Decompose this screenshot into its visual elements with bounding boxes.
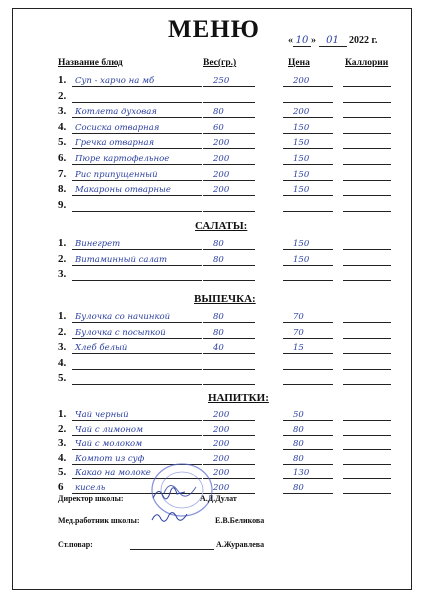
menu-row [58,183,408,196]
row-name: Чай с молоком [75,439,143,449]
row-price-line [283,148,333,149]
row-weight-line [203,117,255,118]
row-name-line [72,211,202,212]
row-name: Чай с лимоном [75,424,144,435]
header-weight: Вес(гр.) [203,58,237,68]
row-weight-line [203,322,255,323]
menu-row [58,90,408,103]
date-year: 2022 г. [349,35,378,46]
row-cal-line [343,464,391,465]
row-price: 80 [293,482,304,493]
row-price: 150 [293,254,310,265]
menu-row [58,452,408,465]
row-price-line [283,249,333,250]
row-price-line [283,265,333,266]
row-cal-line [343,195,391,196]
row-weight-line [203,384,255,385]
menu-row [58,481,408,494]
row-price-line [283,195,333,196]
menu-row [58,237,408,250]
menu-row [58,199,408,212]
row-name: Сосиска отварная [75,122,160,133]
menu-row [58,357,408,370]
row-price-line [283,322,333,323]
menu-row [58,253,408,266]
row-name-line [72,384,202,385]
row-weight-line [203,369,255,370]
row-cal-line [343,117,391,118]
row-weight: 80 [213,254,224,265]
row-price: 70 [293,312,304,322]
row-weight-line [203,86,255,87]
row-weight: 250 [213,76,230,86]
row-price: 150 [293,239,310,249]
row-weight-line [203,280,255,281]
row-name-line [72,420,202,421]
row-price-line [283,353,333,354]
row-cal-line [343,265,391,266]
row-weight-line [203,449,255,450]
row-price: 150 [293,169,310,180]
row-number: 3. [58,341,67,353]
director-signature-icon [150,484,190,502]
row-name: Макароны отварные [75,185,171,196]
row-cal-line [343,478,391,479]
row-number: 3. [58,437,67,449]
row-name: кисель [75,482,106,493]
row-name: Пюре картофельное [75,154,170,164]
row-weight: 80 [213,312,224,322]
row-name: Гречка отварная [75,138,155,149]
row-price-line [283,338,333,339]
row-name-line [72,86,202,87]
menu-row [58,466,408,479]
row-weight: 80 [213,239,224,249]
row-price-line [283,280,333,281]
date-month: 01 [319,35,347,47]
row-cal-line [343,133,391,134]
row-cal-line [343,493,391,494]
row-name-line [72,102,202,103]
date-open-quote: « [288,35,293,46]
row-number: 8. [58,183,67,196]
row-weight-line [203,102,255,103]
row-cal-line [343,322,391,323]
menu-row [58,408,408,421]
row-number: 2. [58,252,67,265]
row-price: 15 [293,343,304,353]
row-name: Булочка со начинкой [75,312,171,322]
row-price: 200 [293,76,310,86]
menu-row [58,74,408,87]
row-weight-line [203,164,255,165]
row-weight: 80 [213,327,224,338]
row-name-line [72,265,202,266]
row-weight: 200 [213,468,230,478]
row-price: 80 [293,424,304,435]
row-name-line [72,164,202,165]
row-number: 5. [58,466,67,478]
row-name-line [72,369,202,370]
menu-row [58,268,408,281]
row-price: 200 [293,107,310,118]
row-cal-line [343,211,391,212]
section-heading-drinks: НАПИТКИ: [208,392,269,404]
row-price-line [283,369,333,370]
row-price: 150 [293,154,310,164]
row-price: 50 [293,410,304,420]
row-number: 4. [58,120,67,133]
row-cal-line [343,353,391,354]
row-number: 2. [58,325,67,338]
row-weight-line [203,338,255,339]
row-cal-line [343,102,391,103]
menu-row [58,310,408,323]
row-weight: 200 [213,185,230,196]
menu-row [58,105,408,118]
menu-row [58,341,408,354]
row-weight-line [203,353,255,354]
row-weight: 80 [213,107,224,118]
row-weight-line [203,148,255,149]
row-cal-line [343,420,391,421]
row-price-line [283,117,333,118]
row-cal-line [343,449,391,450]
menu-date [288,35,377,47]
header-name: Название блюд [58,58,123,68]
menu-row [58,121,408,134]
row-weight: 200 [213,154,230,164]
menu-row [58,136,408,149]
row-price-line [283,493,333,494]
row-price: 150 [293,185,310,196]
row-cal-line [343,148,391,149]
section-heading-salads: САЛАТЫ: [195,220,248,232]
row-cal-line [343,435,391,436]
menu-row [58,326,408,339]
row-price-line [283,420,333,421]
row-price: 70 [293,327,304,338]
row-number: 1. [58,237,67,249]
row-weight-line [203,435,255,436]
row-number: 2. [58,89,67,102]
row-name-line [72,338,202,339]
menu-row [58,372,408,385]
row-name-line [72,449,202,450]
row-price-line [283,86,333,87]
row-name: Хлеб белый [75,343,128,353]
row-number: 3. [58,268,67,280]
row-cal-line [343,338,391,339]
row-name: Булочка с посыпкой [75,327,166,338]
row-price-line [283,164,333,165]
row-name-line [72,280,202,281]
nurse-signature-icon [150,508,194,524]
row-weight-line [203,133,255,134]
row-name: Винегрет [75,239,121,249]
cook-signature-line [130,549,214,550]
header-price: Цена [288,58,310,68]
row-name-line [72,117,202,118]
row-name-line [72,322,202,323]
row-number: 6. [58,152,67,164]
menu-row [58,168,408,181]
row-price-line [283,435,333,436]
row-cal-line [343,369,391,370]
row-name: Какао на молоке [75,468,151,478]
row-price: 150 [293,122,310,133]
row-name-line [72,180,202,181]
row-cal-line [343,280,391,281]
row-number: 1. [58,310,67,322]
nurse-name: Е.В.Беликова [215,516,265,525]
director-label: Директор школы: [58,494,124,503]
row-name-line [72,195,202,196]
row-price: 150 [293,138,310,149]
row-name-line [72,353,202,354]
date-day: 10 [293,35,311,47]
nurse-label: Мед.работник школы: [58,516,140,525]
row-weight-line [203,180,255,181]
row-number: 6 [58,480,64,493]
row-weight: 60 [213,122,224,133]
menu-row [58,423,408,436]
row-price-line [283,211,333,212]
row-number: 1. [58,74,67,86]
row-number: 2. [58,422,67,435]
row-number: 3. [58,105,67,118]
row-number: 5. [58,372,67,384]
row-cal-line [343,86,391,87]
row-number: 7. [58,167,67,180]
row-name: Витаминный салат [75,254,168,265]
row-number: 4. [58,451,67,464]
row-weight-line [203,195,255,196]
row-weight: 200 [213,424,230,435]
row-price-line [283,478,333,479]
row-number: 4. [58,356,67,369]
row-cal-line [343,164,391,165]
row-number: 1. [58,408,67,420]
row-weight-line [203,420,255,421]
row-weight: 200 [213,169,230,180]
row-price-line [283,102,333,103]
row-price: 80 [293,439,304,449]
row-price: 80 [293,453,304,464]
section-heading-bakery: ВЫПЕЧКА: [194,293,256,305]
row-price-line [283,464,333,465]
row-number: 9. [58,198,67,211]
row-name-line [72,249,202,250]
row-price-line [283,449,333,450]
menu-row [58,437,408,450]
menu-title: МЕНЮ [168,16,260,43]
header-calories: Каллории [345,58,389,68]
row-weight: 200 [213,138,230,149]
row-name: Суп - харчо на мб [75,76,155,86]
row-cal-line [343,384,391,385]
row-weight: 200 [213,482,230,493]
row-weight: 40 [213,343,224,353]
row-name: Чай черный [75,410,129,420]
row-name-line [72,133,202,134]
row-name: Компот из суф [75,453,145,464]
row-price-line [283,384,333,385]
row-name: Котлета духовая [75,107,157,118]
row-cal-line [343,249,391,250]
menu-row [58,152,408,165]
row-number: 5. [58,136,67,149]
cook-name: А.Журавлева [216,540,265,549]
row-weight-line [203,211,255,212]
date-close-quote: » [311,35,316,46]
row-price: 130 [293,468,310,478]
director-name: А.Д.Дулат [200,494,237,503]
row-name: Рис припущенный [75,169,158,180]
row-name-line [72,435,202,436]
row-weight: 200 [213,453,230,464]
row-price-line [283,180,333,181]
row-weight: 200 [213,410,230,420]
row-cal-line [343,180,391,181]
row-weight-line [203,249,255,250]
row-weight: 200 [213,439,230,449]
row-weight-line [203,265,255,266]
row-name-line [72,148,202,149]
cook-label: Ст.повар: [58,540,93,549]
row-price-line [283,133,333,134]
